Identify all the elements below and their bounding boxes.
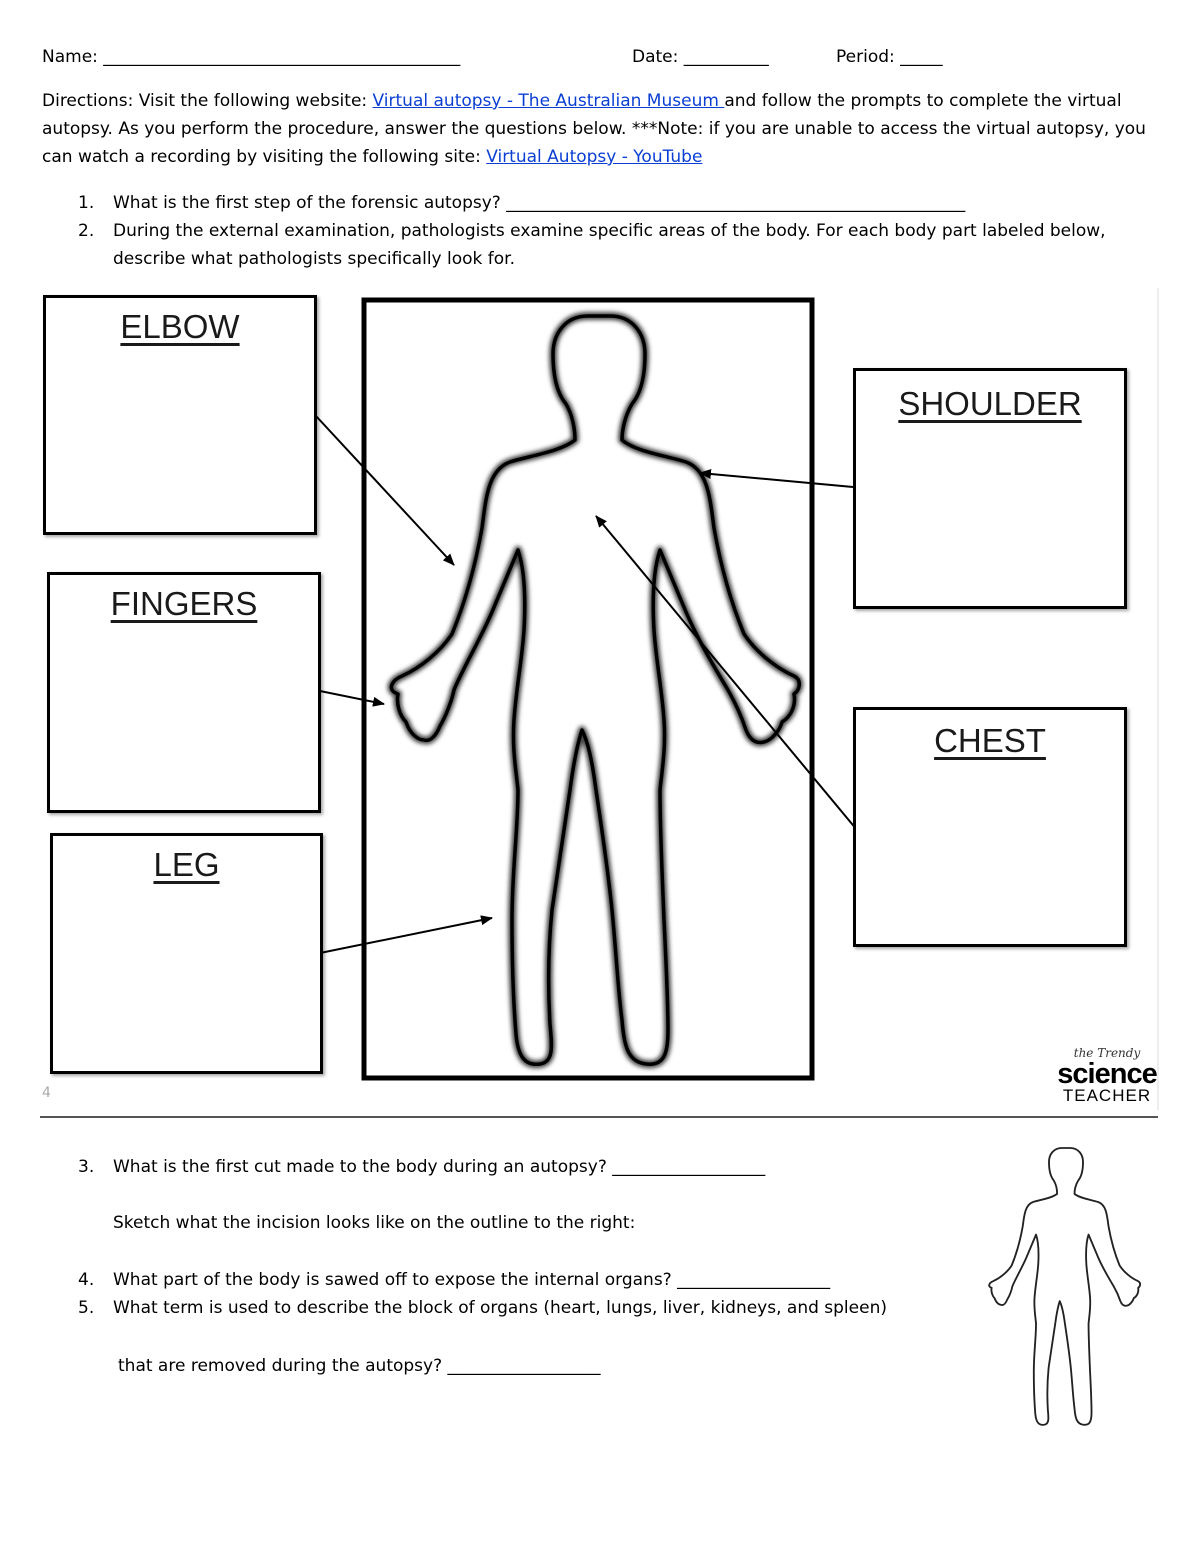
- directions-middle: and follow the prompts to complete the virtual autopsy. As you perform the procedure, answer the questions below. ***Note: if you are unable to access the virtual autopsy, you can watch a recording by visiting the following site:: [42, 91, 1146, 167]
- sketch-body-outline[interactable]: [989, 1148, 1140, 1425]
- sketch-instruction: Sketch what the incision looks like on the outline to the right:: [113, 1213, 636, 1233]
- period-field[interactable]: Period: _____: [836, 47, 943, 67]
- question-3-number: 3.: [78, 1157, 95, 1177]
- question-5: What term is used to describe the block of organs (heart, lungs, liver, kidneys, and spleen): [113, 1298, 887, 1318]
- chest-label: CHEST: [934, 722, 1046, 759]
- question-1[interactable]: What is the first step of the forensic autopsy? ______________________________________________________: [113, 193, 966, 213]
- section-divider: [40, 1116, 1158, 1118]
- body-frame: [364, 300, 812, 1078]
- logo-line-1: the Trendy: [1073, 1046, 1141, 1060]
- question-4[interactable]: What part of the body is sawed off to expose the internal organs? __________________: [113, 1270, 831, 1290]
- date-field[interactable]: Date: __________: [632, 47, 769, 67]
- chest-box[interactable]: [853, 707, 1127, 947]
- fingers-label: FINGERS: [110, 585, 258, 622]
- question-3[interactable]: What is the first cut made to the body during an autopsy? __________________: [113, 1157, 766, 1177]
- directions-prefix: Directions: Visit the following website:: [42, 91, 373, 111]
- question-2: During the external examination, pathologists examine specific areas of the body. For each body part labeled below, describe what pathologists specifically look for.: [113, 221, 1106, 269]
- fingers-box[interactable]: [47, 572, 321, 813]
- question-4-number: 4.: [78, 1270, 95, 1290]
- shoulder-label: SHOULDER: [898, 385, 1082, 422]
- logo-line-3: TEACHER: [1062, 1086, 1152, 1105]
- leg-box[interactable]: [50, 833, 323, 1074]
- brand-logo: [1052, 1046, 1162, 1104]
- youtube-link[interactable]: Virtual Autopsy - YouTube: [486, 147, 703, 167]
- name-field[interactable]: Name: __________________________________________: [42, 47, 461, 67]
- question-1-number: 1.: [78, 193, 95, 213]
- question-5-number: 5.: [78, 1298, 95, 1318]
- australian-museum-link[interactable]: Virtual autopsy - The Australian Museum: [372, 91, 725, 111]
- elbow-label: ELBOW: [120, 308, 240, 345]
- page-number: 4: [42, 1085, 51, 1101]
- question-5-answer[interactable]: that are removed during the autopsy? __________________: [118, 1356, 601, 1376]
- shoulder-box[interactable]: [853, 368, 1127, 609]
- elbow-box[interactable]: [43, 295, 317, 535]
- question-2-number: 2.: [78, 221, 95, 241]
- logo-line-2: science: [1057, 1058, 1157, 1090]
- leg-label: LEG: [153, 846, 220, 883]
